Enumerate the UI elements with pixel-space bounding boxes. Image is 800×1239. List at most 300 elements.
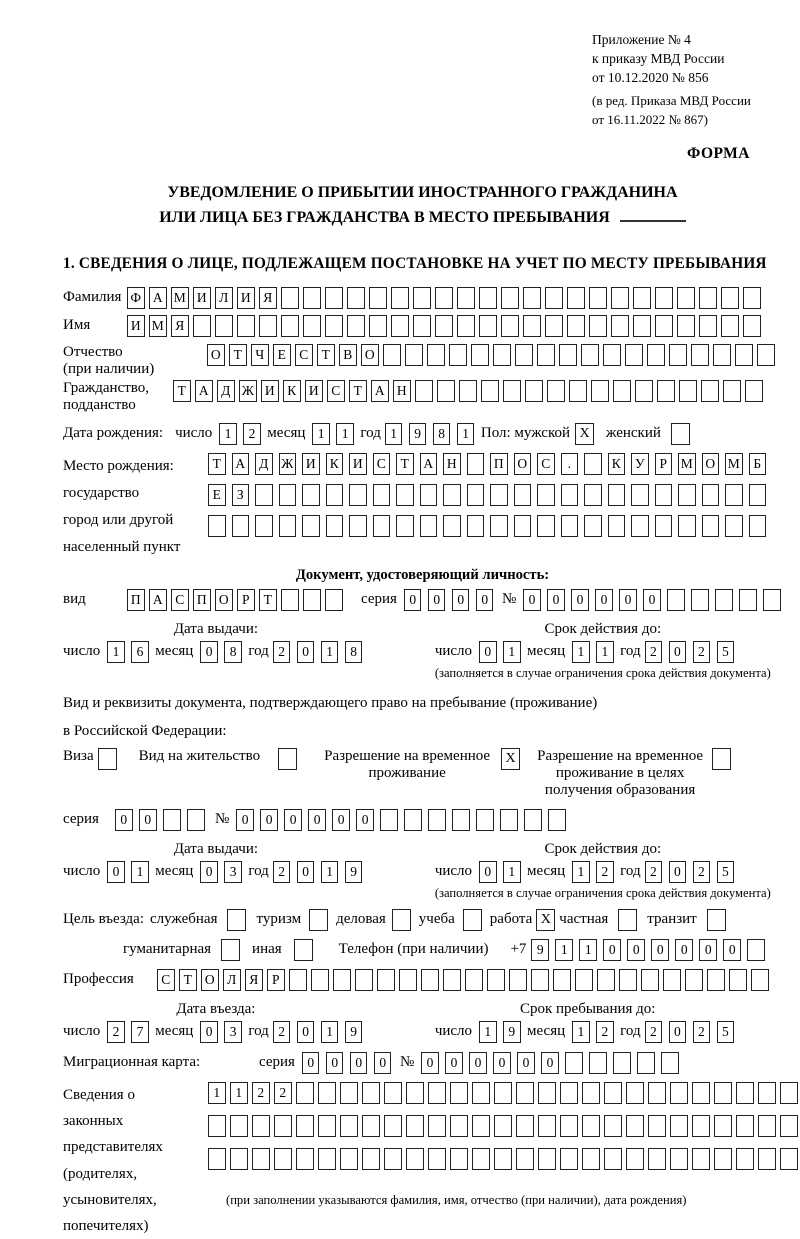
char-cell[interactable]: 0 [326, 1052, 344, 1074]
char-cell[interactable]: 1 [321, 861, 339, 883]
char-cell[interactable]: М [149, 315, 167, 337]
char-cell[interactable] [325, 315, 343, 337]
char-cell[interactable] [421, 969, 439, 991]
char-cell[interactable]: Я [245, 969, 263, 991]
char-cell[interactable] [589, 287, 607, 309]
char-cell[interactable] [631, 484, 649, 506]
char-cell[interactable] [560, 1115, 578, 1137]
char-cell[interactable] [349, 515, 367, 537]
char-cell[interactable]: 1 [131, 861, 149, 883]
char-cell[interactable]: 1 [336, 423, 354, 445]
char-cell[interactable] [516, 1148, 534, 1170]
char-cell[interactable] [340, 1115, 358, 1137]
char-cell[interactable]: Ж [279, 453, 297, 475]
char-cell[interactable] [537, 515, 555, 537]
char-cell[interactable] [663, 969, 681, 991]
char-cell[interactable]: 0 [479, 861, 497, 883]
char-cell[interactable]: С [157, 969, 175, 991]
char-cell[interactable] [729, 969, 747, 991]
char-cell[interactable]: . [561, 453, 579, 475]
char-cell[interactable]: Р [267, 969, 285, 991]
char-cell[interactable] [582, 1148, 600, 1170]
char-cell[interactable] [384, 1148, 402, 1170]
char-cell[interactable]: П [193, 589, 211, 611]
char-cell[interactable]: М [171, 287, 189, 309]
char-cell[interactable] [581, 344, 599, 366]
char-cell[interactable] [604, 1148, 622, 1170]
char-cell[interactable] [713, 344, 731, 366]
char-cell[interactable] [457, 287, 475, 309]
option-temp-residence-checkbox[interactable]: X [501, 748, 520, 770]
char-cell[interactable]: В [339, 344, 357, 366]
char-cell[interactable]: 1 [208, 1082, 226, 1104]
char-cell[interactable] [625, 344, 643, 366]
char-cell[interactable] [736, 1148, 754, 1170]
char-cell[interactable] [369, 287, 387, 309]
char-cell[interactable] [560, 1082, 578, 1104]
char-cell[interactable] [591, 380, 609, 402]
char-cell[interactable] [714, 1148, 732, 1170]
char-cell[interactable]: 0 [523, 589, 541, 611]
char-cell[interactable]: Т [396, 453, 414, 475]
char-cell[interactable] [677, 287, 695, 309]
char-cell[interactable] [396, 484, 414, 506]
char-cell[interactable] [514, 515, 532, 537]
char-cell[interactable] [669, 344, 687, 366]
char-cell[interactable] [702, 515, 720, 537]
char-cell[interactable] [589, 315, 607, 337]
char-cell[interactable] [509, 969, 527, 991]
char-cell[interactable] [380, 809, 398, 831]
char-cell[interactable] [714, 1082, 732, 1104]
char-cell[interactable]: 2 [243, 423, 261, 445]
char-cell[interactable]: Ж [239, 380, 257, 402]
char-cell[interactable] [538, 1148, 556, 1170]
char-cell[interactable] [657, 380, 675, 402]
char-cell[interactable] [494, 1148, 512, 1170]
char-cell[interactable]: 0 [308, 809, 326, 831]
char-cell[interactable]: 0 [421, 1052, 439, 1074]
char-cell[interactable]: Е [208, 484, 226, 506]
char-cell[interactable] [725, 484, 743, 506]
char-cell[interactable]: 1 [107, 641, 125, 663]
char-cell[interactable]: 8 [433, 423, 451, 445]
char-cell[interactable] [274, 1115, 292, 1137]
sex-female-checkbox[interactable] [671, 423, 690, 445]
char-cell[interactable] [525, 380, 543, 402]
char-cell[interactable] [230, 1115, 248, 1137]
char-cell[interactable]: 0 [115, 809, 133, 831]
char-cell[interactable]: 2 [107, 1021, 125, 1043]
char-cell[interactable] [443, 969, 461, 991]
char-cell[interactable]: 2 [645, 1021, 663, 1043]
char-cell[interactable] [655, 484, 673, 506]
char-cell[interactable]: 0 [469, 1052, 487, 1074]
char-cell[interactable] [749, 515, 767, 537]
char-cell[interactable]: 0 [260, 809, 278, 831]
char-cell[interactable] [490, 515, 508, 537]
char-cell[interactable] [384, 1082, 402, 1104]
char-cell[interactable] [633, 287, 651, 309]
char-cell[interactable]: О [702, 453, 720, 475]
char-cell[interactable] [567, 315, 585, 337]
char-cell[interactable]: Т [349, 380, 367, 402]
char-cell[interactable]: 2 [274, 1082, 292, 1104]
char-cell[interactable] [626, 1148, 644, 1170]
char-cell[interactable]: А [149, 287, 167, 309]
char-cell[interactable] [538, 1082, 556, 1104]
char-cell[interactable]: Т [173, 380, 191, 402]
char-cell[interactable] [523, 287, 541, 309]
char-cell[interactable] [296, 1148, 314, 1170]
char-cell[interactable] [450, 1148, 468, 1170]
char-cell[interactable] [325, 287, 343, 309]
char-cell[interactable] [699, 315, 717, 337]
char-cell[interactable] [635, 380, 653, 402]
char-cell[interactable]: 7 [131, 1021, 149, 1043]
char-cell[interactable]: Л [215, 287, 233, 309]
char-cell[interactable] [391, 315, 409, 337]
char-cell[interactable] [560, 1148, 578, 1170]
char-cell[interactable] [678, 515, 696, 537]
char-cell[interactable]: А [232, 453, 250, 475]
char-cell[interactable] [296, 1115, 314, 1137]
char-cell[interactable] [355, 969, 373, 991]
char-cell[interactable] [692, 1115, 710, 1137]
char-cell[interactable] [584, 453, 602, 475]
char-cell[interactable] [465, 969, 483, 991]
char-cell[interactable]: Я [171, 315, 189, 337]
char-cell[interactable] [516, 1082, 534, 1104]
char-cell[interactable]: 0 [517, 1052, 535, 1074]
char-cell[interactable] [443, 515, 461, 537]
char-cell[interactable] [707, 969, 725, 991]
char-cell[interactable] [647, 344, 665, 366]
char-cell[interactable]: О [215, 589, 233, 611]
char-cell[interactable]: 8 [224, 641, 242, 663]
char-cell[interactable]: К [608, 453, 626, 475]
char-cell[interactable] [763, 589, 781, 611]
char-cell[interactable]: А [420, 453, 438, 475]
char-cell[interactable] [435, 315, 453, 337]
char-cell[interactable] [582, 1082, 600, 1104]
char-cell[interactable] [648, 1148, 666, 1170]
char-cell[interactable] [667, 589, 685, 611]
char-cell[interactable] [723, 380, 741, 402]
char-cell[interactable] [232, 515, 250, 537]
char-cell[interactable]: 3 [224, 1021, 242, 1043]
char-cell[interactable]: 1 [503, 641, 521, 663]
char-cell[interactable] [450, 1115, 468, 1137]
char-cell[interactable] [406, 1115, 424, 1137]
char-cell[interactable] [383, 344, 401, 366]
purpose-business-checkbox[interactable] [392, 909, 411, 931]
char-cell[interactable] [565, 1052, 583, 1074]
char-cell[interactable] [259, 315, 277, 337]
char-cell[interactable] [714, 1115, 732, 1137]
char-cell[interactable] [490, 484, 508, 506]
char-cell[interactable]: 1 [230, 1082, 248, 1104]
char-cell[interactable]: 2 [693, 641, 711, 663]
char-cell[interactable]: Е [273, 344, 291, 366]
char-cell[interactable] [584, 484, 602, 506]
char-cell[interactable] [347, 287, 365, 309]
char-cell[interactable]: 0 [428, 589, 446, 611]
char-cell[interactable] [428, 809, 446, 831]
char-cell[interactable]: 0 [445, 1052, 463, 1074]
char-cell[interactable] [274, 1148, 292, 1170]
char-cell[interactable]: 1 [457, 423, 475, 445]
char-cell[interactable] [326, 484, 344, 506]
char-cell[interactable]: 0 [200, 641, 218, 663]
char-cell[interactable]: Я [259, 287, 277, 309]
char-cell[interactable] [780, 1082, 798, 1104]
char-cell[interactable]: 0 [541, 1052, 559, 1074]
char-cell[interactable] [452, 809, 470, 831]
char-cell[interactable] [208, 1148, 226, 1170]
char-cell[interactable]: Д [217, 380, 235, 402]
char-cell[interactable] [303, 287, 321, 309]
char-cell[interactable] [561, 484, 579, 506]
char-cell[interactable] [349, 484, 367, 506]
char-cell[interactable] [575, 969, 593, 991]
char-cell[interactable] [685, 969, 703, 991]
char-cell[interactable]: 0 [476, 589, 494, 611]
char-cell[interactable] [589, 1052, 607, 1074]
char-cell[interactable] [739, 589, 757, 611]
char-cell[interactable] [567, 287, 585, 309]
char-cell[interactable] [501, 315, 519, 337]
char-cell[interactable]: 0 [669, 861, 687, 883]
option-visa-checkbox[interactable] [98, 748, 117, 770]
char-cell[interactable] [597, 969, 615, 991]
char-cell[interactable]: Н [443, 453, 461, 475]
char-cell[interactable]: 3 [224, 861, 242, 883]
char-cell[interactable] [472, 1082, 490, 1104]
char-cell[interactable]: 0 [651, 939, 669, 961]
char-cell[interactable] [493, 344, 511, 366]
char-cell[interactable]: И [349, 453, 367, 475]
char-cell[interactable] [780, 1115, 798, 1137]
purpose-transit-checkbox[interactable] [707, 909, 726, 931]
char-cell[interactable]: С [373, 453, 391, 475]
char-cell[interactable] [252, 1115, 270, 1137]
char-cell[interactable] [362, 1115, 380, 1137]
char-cell[interactable]: 6 [131, 641, 149, 663]
char-cell[interactable]: Т [317, 344, 335, 366]
char-cell[interactable]: 0 [547, 589, 565, 611]
char-cell[interactable]: Б [749, 453, 767, 475]
char-cell[interactable] [373, 484, 391, 506]
char-cell[interactable]: Д [255, 453, 273, 475]
char-cell[interactable] [516, 1115, 534, 1137]
purpose-humanitarian-checkbox[interactable] [221, 939, 240, 961]
char-cell[interactable] [494, 1115, 512, 1137]
blank-line[interactable] [620, 208, 686, 222]
char-cell[interactable]: О [514, 453, 532, 475]
char-cell[interactable] [721, 315, 739, 337]
char-cell[interactable] [758, 1148, 776, 1170]
char-cell[interactable] [611, 315, 629, 337]
char-cell[interactable] [747, 939, 765, 961]
char-cell[interactable] [702, 484, 720, 506]
char-cell[interactable] [467, 515, 485, 537]
char-cell[interactable] [467, 484, 485, 506]
char-cell[interactable]: И [127, 315, 145, 337]
char-cell[interactable] [678, 484, 696, 506]
char-cell[interactable]: 0 [619, 589, 637, 611]
char-cell[interactable] [613, 1052, 631, 1074]
char-cell[interactable]: 0 [699, 939, 717, 961]
char-cell[interactable]: И [261, 380, 279, 402]
char-cell[interactable] [561, 515, 579, 537]
char-cell[interactable] [428, 1115, 446, 1137]
char-cell[interactable] [435, 287, 453, 309]
char-cell[interactable] [655, 515, 673, 537]
char-cell[interactable] [626, 1115, 644, 1137]
char-cell[interactable] [340, 1148, 358, 1170]
char-cell[interactable] [479, 315, 497, 337]
char-cell[interactable]: 2 [645, 861, 663, 883]
char-cell[interactable] [384, 1115, 402, 1137]
char-cell[interactable] [347, 315, 365, 337]
char-cell[interactable] [604, 1115, 622, 1137]
char-cell[interactable] [420, 484, 438, 506]
char-cell[interactable]: А [371, 380, 389, 402]
char-cell[interactable] [428, 1148, 446, 1170]
char-cell[interactable]: 0 [302, 1052, 320, 1074]
char-cell[interactable] [553, 969, 571, 991]
char-cell[interactable] [302, 515, 320, 537]
char-cell[interactable] [318, 1115, 336, 1137]
char-cell[interactable] [340, 1082, 358, 1104]
char-cell[interactable] [373, 515, 391, 537]
char-cell[interactable] [405, 344, 423, 366]
char-cell[interactable] [692, 1082, 710, 1104]
char-cell[interactable] [311, 969, 329, 991]
char-cell[interactable] [391, 287, 409, 309]
char-cell[interactable] [289, 969, 307, 991]
char-cell[interactable]: С [537, 453, 555, 475]
char-cell[interactable] [745, 380, 763, 402]
char-cell[interactable] [537, 484, 555, 506]
purpose-official-checkbox[interactable] [227, 909, 246, 931]
char-cell[interactable] [613, 380, 631, 402]
char-cell[interactable]: 1 [572, 861, 590, 883]
char-cell[interactable]: Т [229, 344, 247, 366]
char-cell[interactable]: 2 [252, 1082, 270, 1104]
char-cell[interactable] [725, 515, 743, 537]
char-cell[interactable] [559, 344, 577, 366]
char-cell[interactable] [691, 344, 709, 366]
char-cell[interactable]: А [195, 380, 213, 402]
char-cell[interactable]: 0 [669, 641, 687, 663]
char-cell[interactable] [515, 344, 533, 366]
char-cell[interactable]: Л [223, 969, 241, 991]
char-cell[interactable] [318, 1148, 336, 1170]
char-cell[interactable]: Ф [127, 287, 145, 309]
option-temp-residence-edu-checkbox[interactable] [712, 748, 731, 770]
char-cell[interactable]: 2 [693, 861, 711, 883]
char-cell[interactable] [443, 484, 461, 506]
char-cell[interactable] [584, 515, 602, 537]
char-cell[interactable]: О [207, 344, 225, 366]
char-cell[interactable]: З [232, 484, 250, 506]
char-cell[interactable] [208, 1115, 226, 1137]
char-cell[interactable] [450, 1082, 468, 1104]
char-cell[interactable]: Т [179, 969, 197, 991]
char-cell[interactable]: 0 [603, 939, 621, 961]
char-cell[interactable] [641, 969, 659, 991]
char-cell[interactable] [538, 1115, 556, 1137]
char-cell[interactable] [501, 287, 519, 309]
char-cell[interactable] [208, 515, 226, 537]
char-cell[interactable] [325, 589, 343, 611]
char-cell[interactable] [404, 809, 422, 831]
char-cell[interactable] [296, 1082, 314, 1104]
char-cell[interactable] [302, 484, 320, 506]
purpose-tourism-checkbox[interactable] [309, 909, 328, 931]
char-cell[interactable]: С [171, 589, 189, 611]
char-cell[interactable] [303, 589, 321, 611]
char-cell[interactable]: 2 [693, 1021, 711, 1043]
char-cell[interactable]: 0 [236, 809, 254, 831]
char-cell[interactable]: И [302, 453, 320, 475]
char-cell[interactable] [531, 969, 549, 991]
char-cell[interactable] [449, 344, 467, 366]
char-cell[interactable]: Н [393, 380, 411, 402]
char-cell[interactable]: 0 [297, 641, 315, 663]
char-cell[interactable]: 2 [273, 1021, 291, 1043]
char-cell[interactable]: 9 [503, 1021, 521, 1043]
char-cell[interactable] [362, 1148, 380, 1170]
char-cell[interactable]: 0 [404, 589, 422, 611]
char-cell[interactable]: 1 [385, 423, 403, 445]
char-cell[interactable]: С [327, 380, 345, 402]
char-cell[interactable]: П [490, 453, 508, 475]
char-cell[interactable] [735, 344, 753, 366]
char-cell[interactable] [677, 315, 695, 337]
char-cell[interactable]: 0 [571, 589, 589, 611]
char-cell[interactable] [721, 287, 739, 309]
char-cell[interactable] [691, 589, 709, 611]
char-cell[interactable] [413, 315, 431, 337]
char-cell[interactable]: И [305, 380, 323, 402]
char-cell[interactable] [326, 515, 344, 537]
char-cell[interactable]: О [201, 969, 219, 991]
char-cell[interactable] [757, 344, 775, 366]
char-cell[interactable] [457, 315, 475, 337]
char-cell[interactable] [670, 1115, 688, 1137]
char-cell[interactable]: А [149, 589, 167, 611]
char-cell[interactable] [428, 1082, 446, 1104]
char-cell[interactable] [547, 380, 565, 402]
char-cell[interactable] [758, 1115, 776, 1137]
purpose-work-checkbox[interactable]: X [536, 909, 555, 931]
char-cell[interactable]: 9 [345, 861, 363, 883]
char-cell[interactable] [252, 1148, 270, 1170]
char-cell[interactable]: М [678, 453, 696, 475]
char-cell[interactable]: 1 [555, 939, 573, 961]
char-cell[interactable] [545, 287, 563, 309]
char-cell[interactable] [369, 315, 387, 337]
char-cell[interactable] [230, 1148, 248, 1170]
char-cell[interactable]: Т [259, 589, 277, 611]
char-cell[interactable]: 0 [139, 809, 157, 831]
char-cell[interactable]: С [295, 344, 313, 366]
purpose-other-checkbox[interactable] [294, 939, 313, 961]
char-cell[interactable] [670, 1148, 688, 1170]
